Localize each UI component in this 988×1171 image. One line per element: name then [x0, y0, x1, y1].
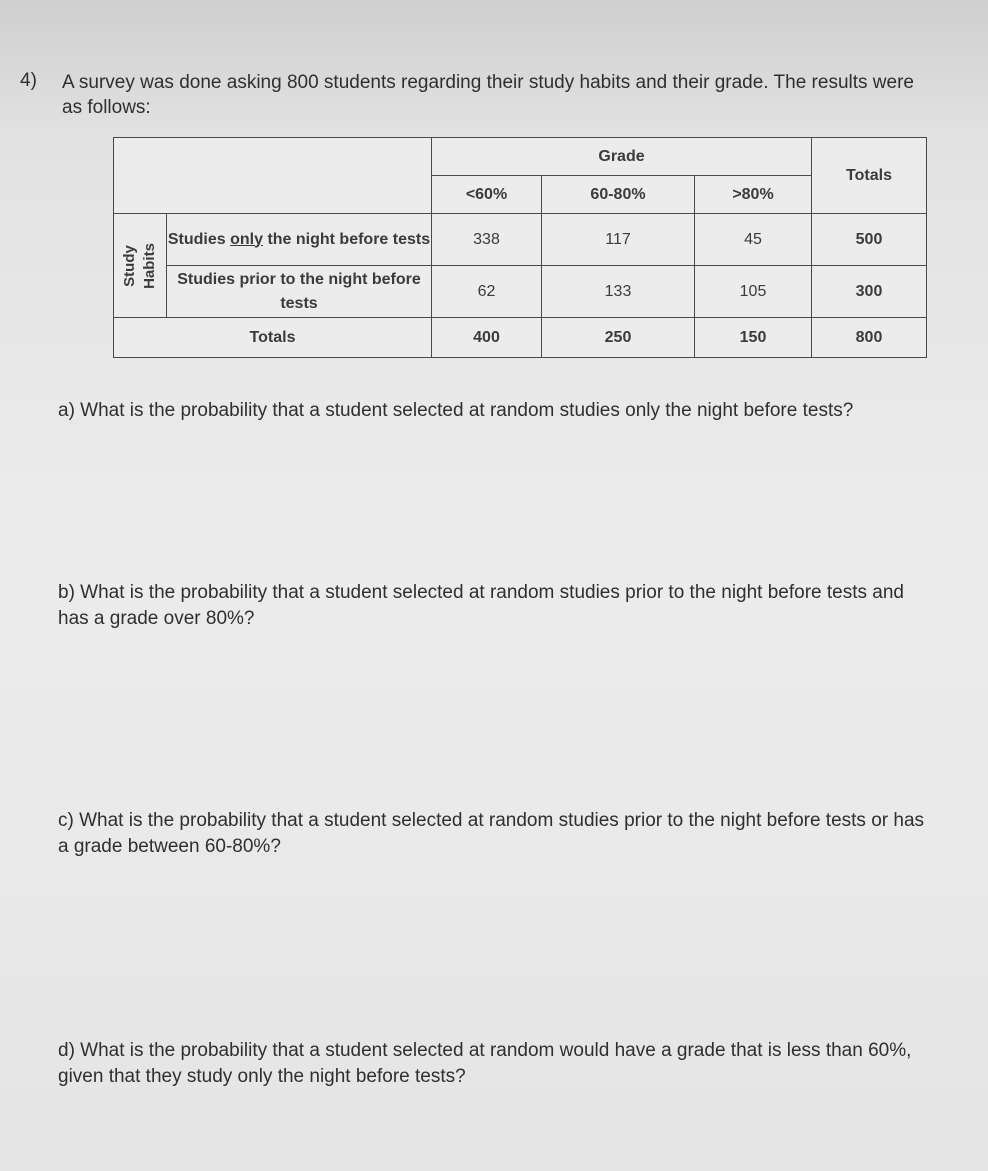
question-number: 4) — [20, 70, 37, 91]
column-total-cell: 150 — [695, 318, 812, 358]
row-total-cell: 500 — [812, 214, 927, 266]
subquestion-c: c) What is the probability that a student selected at random studies prior to the night before tests or has a grade between 60-80%? — [58, 810, 925, 857]
column-total-cell: 400 — [432, 318, 542, 358]
column-total-cell: 250 — [542, 318, 695, 358]
study-habits-side-label-cell — [114, 214, 167, 318]
grand-total-cell: 800 — [812, 318, 927, 358]
study-habits-side-label — [120, 243, 160, 289]
question-intro: A survey was done asking 800 students regarding their study habits and their grade. The results were as follows: — [62, 72, 914, 118]
column-header-60-80: 60-80% — [542, 176, 695, 214]
column-header-over-80: >80% — [695, 176, 812, 214]
table-cell: 105 — [695, 266, 812, 318]
side-label-line-1: Study — [121, 244, 138, 287]
row-total-cell: 300 — [812, 266, 927, 318]
table-row — [114, 266, 927, 318]
row-label-only-night-before — [167, 214, 432, 266]
survey-table — [113, 137, 927, 358]
table-cell: 45 — [695, 214, 812, 266]
table-cell: 62 — [432, 266, 542, 318]
totals-header: Totals — [812, 138, 927, 214]
row-label-part: Studies — [167, 230, 231, 248]
column-header-under-60: <60% — [432, 176, 542, 214]
totals-row — [114, 318, 927, 358]
row-label-part: the night before tests — [263, 230, 431, 248]
table-cell: 133 — [542, 266, 695, 318]
table-cell: 117 — [542, 214, 695, 266]
subquestion-d: d) What is the probability that a student selected at random would have a grade that is less than 60%, given that they study only the night before tests? — [58, 1040, 912, 1087]
table-cell: 338 — [432, 214, 542, 266]
subquestion-a: a) What is the probability that a student selected at random studies only the night before tests? — [58, 400, 854, 421]
side-label-line-2: Habits — [141, 242, 158, 289]
table-header-row-1 — [114, 138, 927, 176]
subquestion-b: b) What is the probability that a student selected at random studies prior to the night before tests and has a grade over 80%? — [58, 582, 904, 629]
empty-corner-cell — [114, 138, 432, 214]
row-label-underlined-word: only — [230, 230, 263, 248]
survey-table-container — [113, 137, 926, 357]
totals-row-label: Totals — [114, 318, 432, 358]
table-row — [114, 214, 927, 266]
grade-header: Grade — [432, 138, 812, 176]
row-label-prior-to-night: Studies prior to the night before tests — [167, 266, 432, 318]
